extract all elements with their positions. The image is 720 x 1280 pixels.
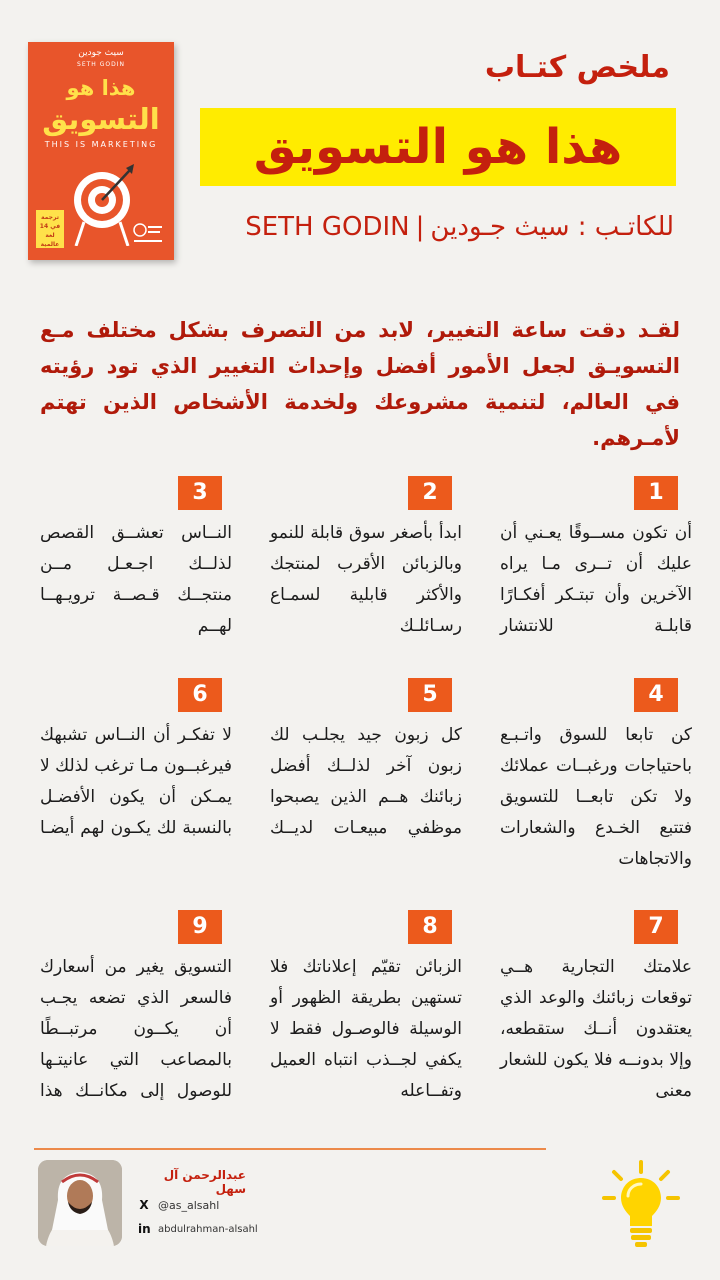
tip-text-3: النــاس تعشــق القصص لذلــك اجـعـل مــن منتجــك قـصــة ترويـهــا لهــم: [40, 523, 232, 636]
x-logo-icon: X: [139, 1198, 149, 1212]
cover-badge: ترجمة في 14 لغة عالمية: [36, 210, 64, 248]
cover-author-arabic: سيث جودين: [78, 48, 124, 58]
tip-number-4: 4: [634, 678, 678, 712]
tip-number-7: 7: [634, 910, 678, 944]
linkedin-handle[interactable]: abdulrahman-alsahl: [158, 1223, 258, 1235]
tip-number-6: 6: [178, 678, 222, 712]
author-line: [245, 212, 674, 242]
tip-text-6: لا تفكـر أن النــاس تشبهك فيرغبــون مـا ترغب لذلك لا يمـكن أن يكون الأفضـل بالنسبة لك يكـون لهم أيضـا: [40, 725, 232, 838]
avatar-person-icon: [38, 1160, 122, 1246]
tip-text-9: التسويق يغير من أسعارك فالسعر الذي تضعه يجـب أن يكــون مرتبــطًا بالمصاعب التي عانيتـها للوصول إلى مكانــك هذا: [40, 957, 232, 1101]
publisher-logo-icon: [132, 220, 164, 248]
tip-number-2: 2: [408, 476, 452, 510]
footer-x-row[interactable]: [138, 1198, 219, 1212]
cover-author-english: SETH GODIN: [77, 61, 125, 68]
book-cover: [28, 42, 174, 260]
tip-number-5: 5: [408, 678, 452, 712]
cover-title-line2: التسويق: [42, 102, 160, 136]
header-kicker: ملخص كتـاب: [484, 50, 670, 85]
cover-title-english: THIS IS MARKETING: [44, 140, 158, 149]
cover-title-line1: هذا هو: [66, 76, 136, 100]
tip-text-8: الزبائن تقيّم إعلاناتك فلا تستهين بطريقة الظهور أو الوسيلة فالوصـول فقط لا يكفي لجــذب انتباه العميل وتفــاعله: [270, 957, 462, 1101]
footer-name: عبدالرحمن آل سهل: [163, 1168, 246, 1196]
tip-text-7: علامتك التجارية هــي توقعات زبائنك والوعد الذي يعتقدون أنــك ستقطعه، وإلا بدونــه فلا يكون للشعار معنى: [500, 957, 692, 1101]
tip-number-3: 3: [178, 476, 222, 510]
tip-text-1: أن تكون مســوقًا يعـني أن عليك أن تــرى مـا يراه الآخرين وأن تبتـكر أفكـارًا قابلـة للانتشار: [500, 523, 692, 636]
intro-paragraph: لقـد دقت ساعة التغيير، لابد من التصرف بشكل مختلف مـع التسويـق لجعل الأمور أفضل وإحداث التغيير الذي تود رؤيته في العالم، لتنمية مشروعك ولخدمة الأشخاص الذين تهتم لأمـرهم.: [40, 318, 680, 450]
tip-number-9: 9: [178, 910, 222, 944]
author-separator: |: [415, 212, 425, 242]
x-handle[interactable]: @as_alsahl: [158, 1198, 220, 1212]
footer-linkedin-row[interactable]: [138, 1222, 258, 1236]
tip-text-2: ابدأ بأصغر سوق قابلة للنمو وبالزبائن الأقرب لمنتجك والأكثر قابلية لسمـاع رسـائلـك: [270, 523, 462, 636]
target-icon: [70, 162, 134, 246]
book-title: هذا هو التسويق: [200, 108, 676, 186]
linkedin-icon: in: [138, 1222, 151, 1236]
tip-number-8: 8: [408, 910, 452, 944]
author-arabic: للكاتـب : سيث جـودين: [430, 212, 674, 242]
author-avatar: [38, 1160, 122, 1246]
lightbulb-icon: [600, 1158, 682, 1250]
author-english: SETH GODIN: [245, 212, 410, 242]
tip-number-1: 1: [634, 476, 678, 510]
tip-text-5: كل زبون جيد يجلـب لك زبون آخر لذلــك أفضل زبائنك هــم الذين يصبحوا موظفي مبيعـات لديــك: [270, 725, 462, 838]
tip-text-4: كن تابعا للسوق واتـبـع باحتياجات ورغبــات عملائك ولا تكن تابعــا للتسويق فتتبع الخـدع والشعارات والاتجاهات: [500, 725, 692, 869]
footer-divider: [34, 1148, 546, 1150]
